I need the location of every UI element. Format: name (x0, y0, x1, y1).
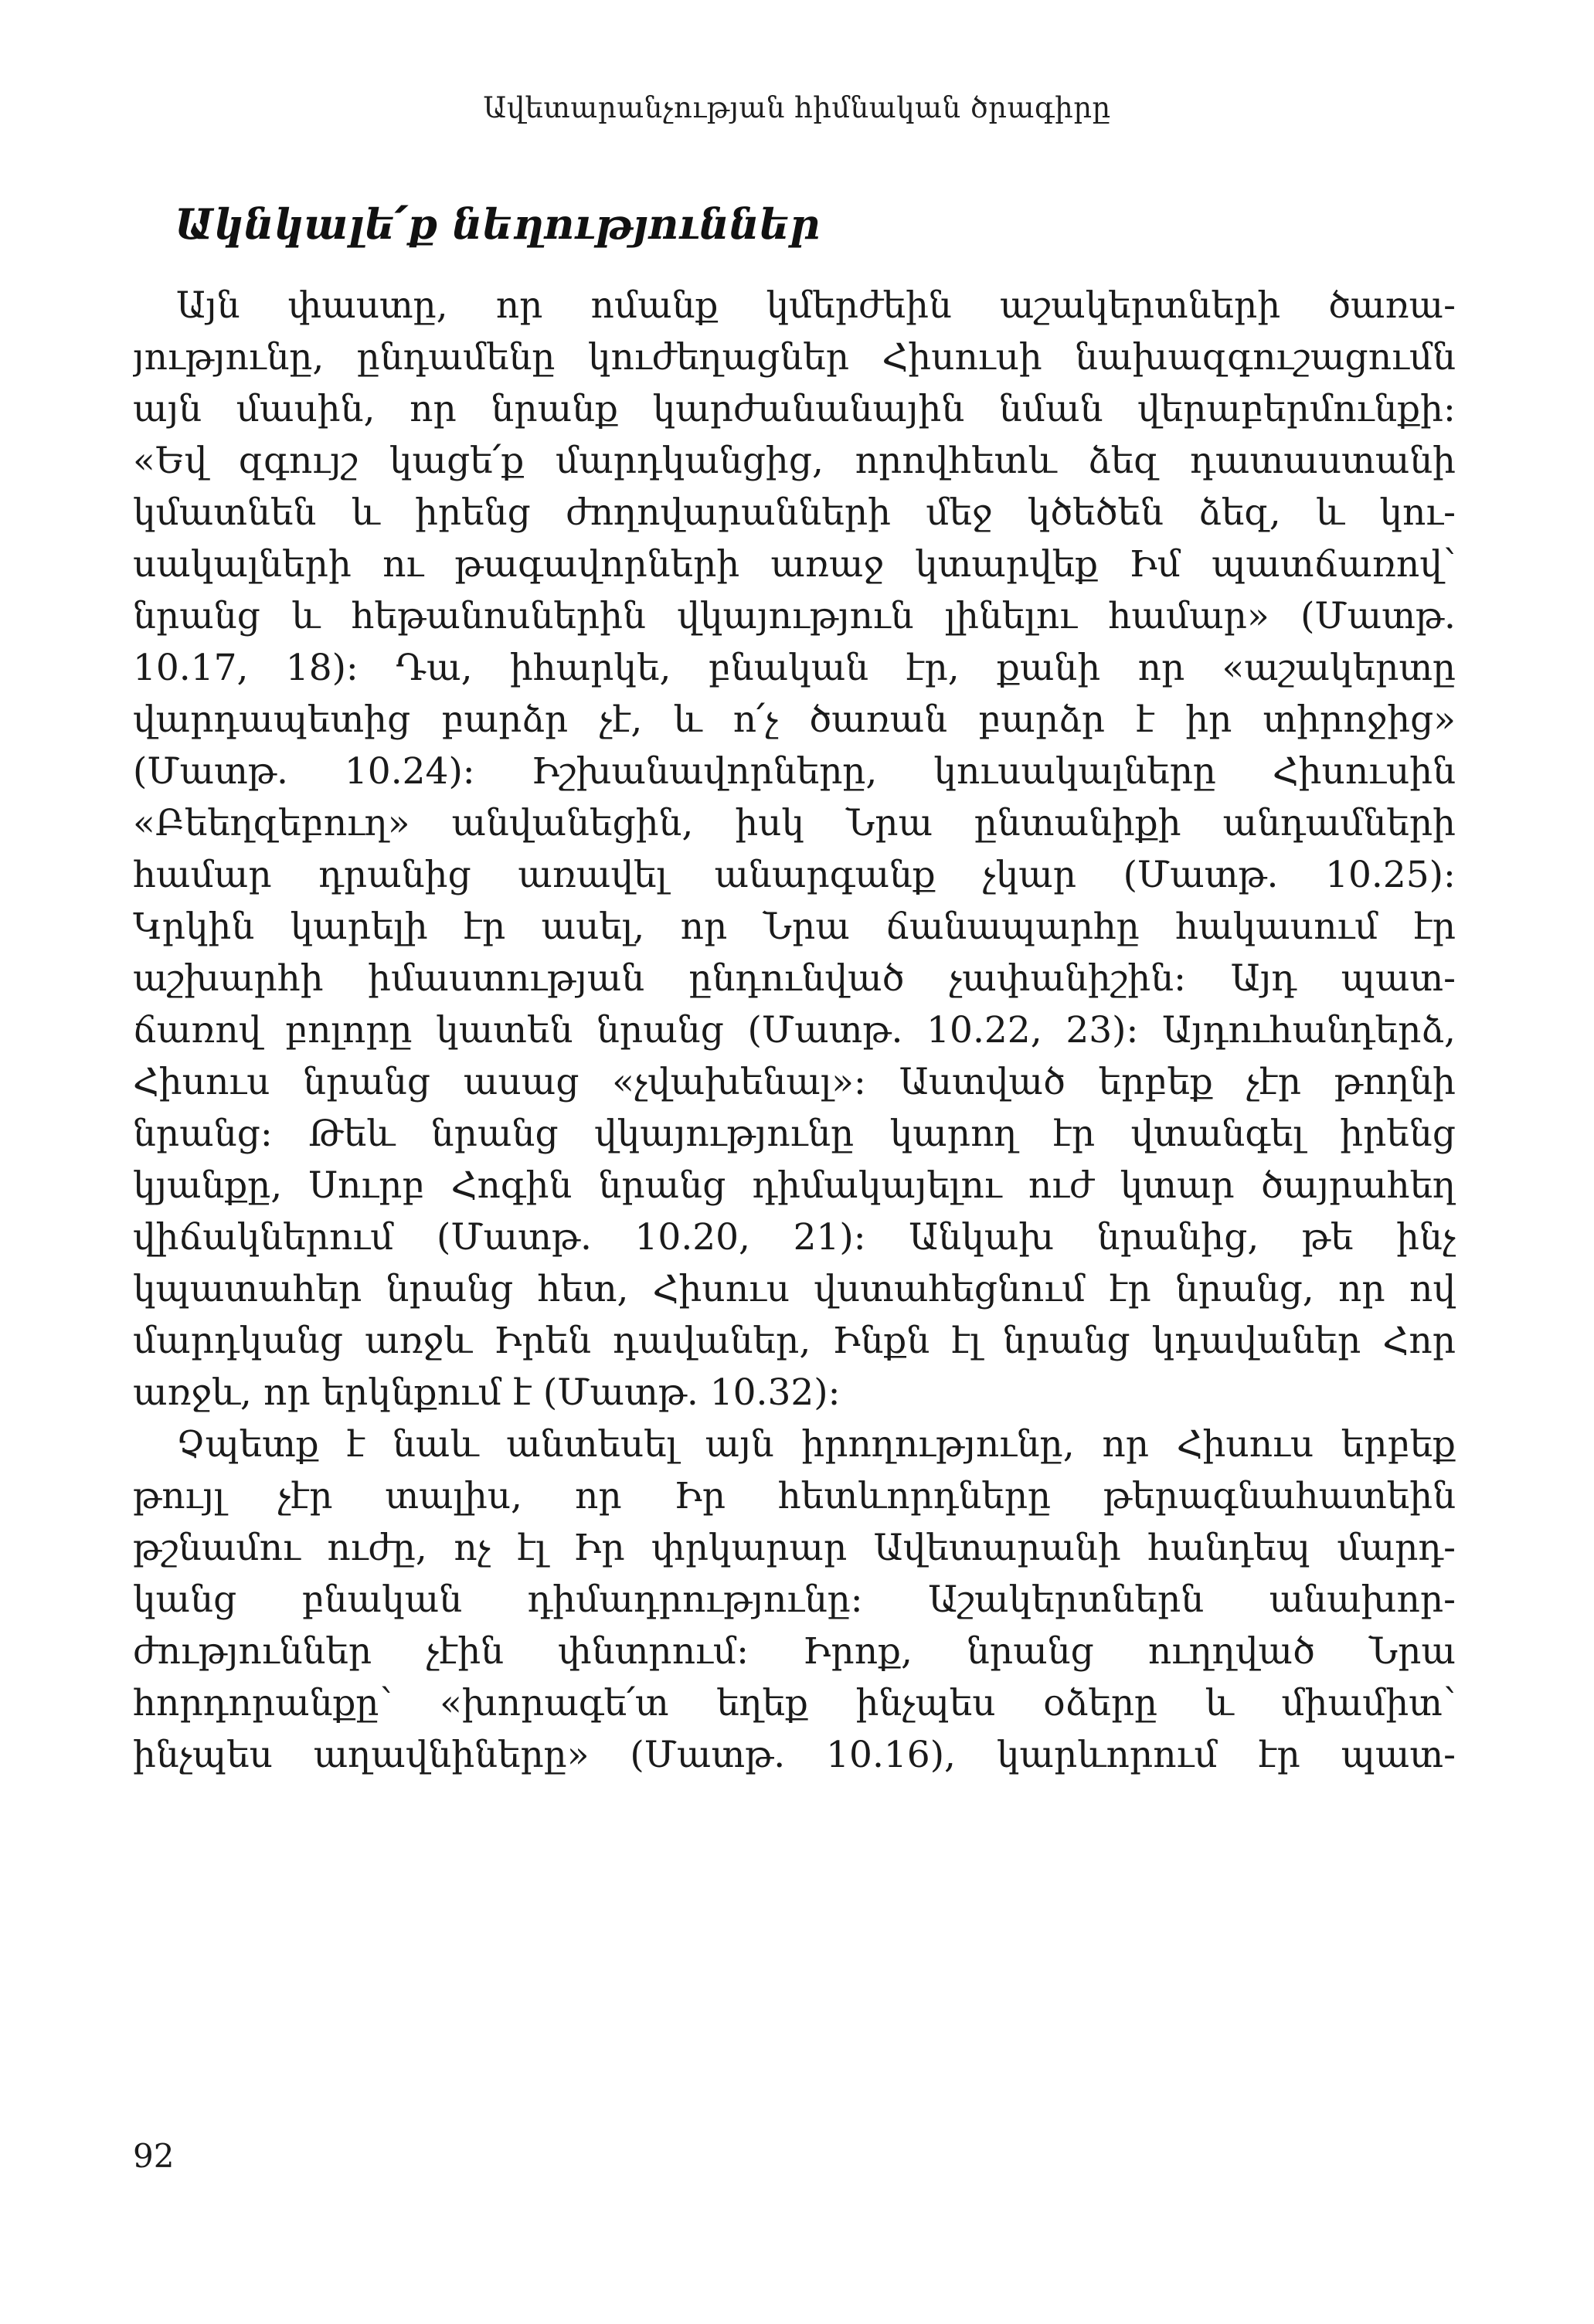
section-heading: Ակնկալե՛ք նեղություններ (175, 199, 821, 249)
text-line: (Մատթ. 10.24)։ Իշխանավորները, կուսակալները Հիսուսին (133, 750, 1456, 793)
text-line: յությունը, ընդամենը կուժեղացներ Հիսուսի նախազգուշացումն (133, 336, 1456, 379)
text-line: սակալների ու թագավորների առաջ կտարվեք Իմ պատճառով՝ (133, 543, 1456, 586)
text-line: վիճակներում (Մատթ. 10.20, 21)։ Անկախ նրանից, թե ինչ (133, 1216, 1456, 1259)
page-number: 92 (133, 2137, 175, 2175)
text-line: կյանքը, Սուրբ Հոգին նրանց դիմակայելու ուժ կտար ծայրահեղ (133, 1164, 1456, 1207)
text-line: թշնամու ուժը, ոչ էլ Իր փրկարար Ավետարանի հանդեպ մարդ- (133, 1527, 1456, 1569)
text-line: վարդապետից բարձր չէ, և ո՛չ ծառան բարձր է իր տիրոջից» (133, 698, 1456, 741)
text-line: համար դրանից առավել անարգանք չկար (Մատթ. 10.25)։ (133, 854, 1456, 896)
text-line: աշխարհի իմաստության ընդունված չափանիշին։ Այդ պատ- (133, 957, 1456, 1000)
text-line: կմատնեն և իրենց ժողովարանների մեջ կծեծեն ձեզ, և կու- (133, 491, 1456, 534)
text-line: այն մասին, որ նրանք կարժանանային նման վերաբերմունքի։ (133, 388, 1456, 430)
text-line: Այն փաստը, որ ոմանք կմերժեին աշակերտների ծառա- (176, 284, 1456, 327)
text-line: հորդորանքը՝ «խորագե՛տ եղեք ինչպես օձերը և միամիտ՝ (133, 1682, 1456, 1724)
text-line: ժություններ չէին փնտրում։ Իրոք, նրանց ուղղված Նրա (133, 1630, 1456, 1673)
text-line: Կրկին կարելի էր ասել, որ Նրա ճանապարհը հակասում էր (133, 905, 1456, 948)
text-line: նրանց։ Թեև նրանց վկայությունը կարող էր վտանգել իրենց (133, 1113, 1456, 1155)
text-line: ճառով բոլորը կատեն նրանց (Մատթ. 10.22, 23)։ Այդուհանդերձ, (133, 1009, 1456, 1052)
text-line: ինչպես աղավնիները» (Մատթ. 10.16), կարևորում էր պատ- (133, 1734, 1456, 1776)
text-line: մարդկանց առջև Իրեն դավաներ, Ինքն էլ նրանց կդավաներ Հոր (133, 1320, 1456, 1362)
text-line: առջև, որ երկնքում է (Մատթ. 10.32)։ (133, 1371, 841, 1414)
text-line: Չպետք է նաև անտեսել այն իրողությունը, որ Հիսուս երբեք (176, 1423, 1456, 1466)
text-line: կպատահեր նրանց հետ, Հիսուս վստահեցնում էր նրանց, որ ով (133, 1268, 1456, 1310)
body-text (133, 280, 1456, 1781)
text-line: կանց բնական դիմադրությունը։ Աշակերտներն անախոր- (133, 1578, 1456, 1621)
text-line: Հիսուս նրանց ասաց «չվախենալ»։ Աստված երբեք չէր թողնի (133, 1061, 1456, 1103)
text-line: «Բեեղզեբուղ» անվանեցին, իսկ Նրա ընտանիքի անդամների (133, 802, 1456, 844)
running-header: Ավետարանչության հիմնական ծրագիրը (483, 91, 1111, 124)
paragraph-2 (133, 1419, 1456, 1781)
text-line: «Եվ զգույշ կացե՛ք մարդկանցից, որովհետև ձեզ դատաստանի (133, 440, 1456, 482)
text-line: թույլ չէր տալիս, որ Իր հետևորդները թերագնահատեին (133, 1475, 1456, 1517)
text-line: 10.17, 18)։ Դա, իհարկե, բնական էր, քանի որ «աշակերտը (133, 647, 1456, 689)
paragraph-1 (133, 280, 1456, 1419)
text-line: նրանց և հեթանոսներին վկայություն լինելու համար» (Մատթ. (133, 595, 1456, 637)
